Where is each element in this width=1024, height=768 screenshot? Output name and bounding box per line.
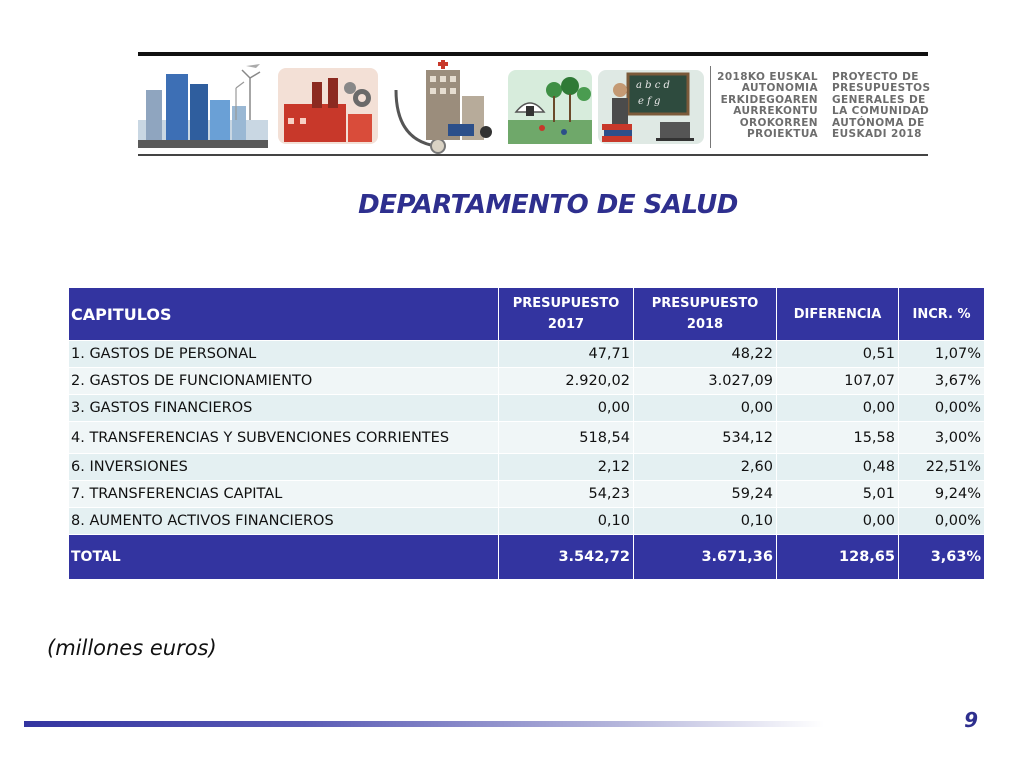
row-p2018: 3.027,09 bbox=[634, 368, 777, 395]
table-row bbox=[69, 395, 985, 422]
header-top-rule bbox=[138, 52, 928, 56]
header-bottom-rule bbox=[138, 154, 928, 156]
table-row bbox=[69, 454, 985, 481]
row-p2017: 54,23 bbox=[499, 481, 634, 508]
city-illustration bbox=[138, 64, 268, 148]
row-p2018: 0,10 bbox=[634, 508, 777, 535]
header-eu-line: PROIEKTUA bbox=[746, 128, 818, 141]
row-incr: 22,51% bbox=[899, 454, 985, 481]
row-diferencia: 0,00 bbox=[777, 395, 899, 422]
budget-table bbox=[68, 287, 985, 580]
row-diferencia: 15,58 bbox=[777, 422, 899, 454]
header-es-line: AUTÓNOMA DE bbox=[832, 116, 925, 129]
total-p2017: 3.542,72 bbox=[499, 535, 634, 580]
row-incr: 0,00% bbox=[899, 395, 985, 422]
row-p2018: 0,00 bbox=[634, 395, 777, 422]
total-diferencia: 128,65 bbox=[777, 535, 899, 580]
header-eu-line: AURREKONTU bbox=[733, 105, 818, 118]
row-name: 1. GASTOS DE PERSONAL bbox=[69, 341, 499, 368]
row-name: 4. TRANSFERENCIAS Y SUBVENCIONES CORRIENTES bbox=[69, 422, 499, 454]
total-incr: 3,63% bbox=[899, 535, 985, 580]
row-name: 3. GASTOS FINANCIEROS bbox=[69, 395, 499, 422]
col-header-presupuesto-2017 bbox=[499, 288, 634, 341]
row-name: 2. GASTOS DE FUNCIONAMIENTO bbox=[69, 368, 499, 395]
row-diferencia: 107,07 bbox=[777, 368, 899, 395]
row-incr: 3,00% bbox=[899, 422, 985, 454]
col-header-capitulos: CAPITULOS bbox=[69, 288, 499, 341]
row-p2017: 47,71 bbox=[499, 341, 634, 368]
row-diferencia: 0,00 bbox=[777, 508, 899, 535]
health-illustration bbox=[396, 60, 492, 153]
row-p2017: 0,10 bbox=[499, 508, 634, 535]
header-es-line: GENERALES DE bbox=[832, 93, 926, 106]
table-row bbox=[69, 341, 985, 368]
row-p2018: 534,12 bbox=[634, 422, 777, 454]
header-text-basque bbox=[717, 72, 818, 140]
header-text-spanish bbox=[832, 72, 930, 140]
chalkboard-text-1: a b c d bbox=[636, 80, 670, 91]
row-p2018: 59,24 bbox=[634, 481, 777, 508]
total-label: TOTAL bbox=[69, 535, 499, 580]
table-row bbox=[69, 481, 985, 508]
col-header-diferencia: DIFERENCIA bbox=[777, 288, 899, 341]
units-note: (millones euros) bbox=[47, 636, 217, 660]
header-eu-line: 2018KO EUSKAL bbox=[717, 71, 818, 83]
col-header-presupuesto-2018 bbox=[634, 288, 777, 341]
total-p2018: 3.671,36 bbox=[634, 535, 777, 580]
footer-gradient-line bbox=[24, 721, 824, 727]
row-p2017: 518,54 bbox=[499, 422, 634, 454]
row-p2018: 2,60 bbox=[634, 454, 777, 481]
header-es-line: PRESUPUESTOS bbox=[832, 82, 931, 95]
row-name: 6. INVERSIONES bbox=[69, 454, 499, 481]
header-illustrations bbox=[138, 60, 708, 156]
header-eu-line: OROKORREN bbox=[739, 116, 818, 129]
header-es-line: LA COMUNIDAD bbox=[832, 105, 930, 118]
header-eu-line: ERKIDEGOAREN bbox=[720, 93, 818, 106]
col-header-line: PRESUPUESTO bbox=[651, 296, 759, 311]
row-incr: 1,07% bbox=[899, 341, 985, 368]
col-header-incr: INCR. % bbox=[899, 288, 985, 341]
table-total-row bbox=[69, 535, 985, 580]
table-row bbox=[69, 422, 985, 454]
header-divider bbox=[710, 66, 711, 148]
page-title-text: DEPARTAMENTO DE SALUD bbox=[358, 190, 738, 220]
table-row bbox=[69, 508, 985, 535]
row-incr: 3,67% bbox=[899, 368, 985, 395]
row-incr: 0,00% bbox=[899, 508, 985, 535]
row-diferencia: 0,48 bbox=[777, 454, 899, 481]
row-p2018: 48,22 bbox=[634, 341, 777, 368]
table-header-row bbox=[69, 288, 985, 341]
education-illustration bbox=[598, 70, 704, 144]
header-es-line: PROYECTO DE bbox=[832, 71, 919, 83]
table-row bbox=[69, 368, 985, 395]
header-eu-line: AUTONOMIA bbox=[741, 82, 818, 95]
row-diferencia: 0,51 bbox=[777, 341, 899, 368]
row-name: 7. TRANSFERENCIAS CAPITAL bbox=[69, 481, 499, 508]
page-title bbox=[0, 190, 1024, 220]
row-p2017: 0,00 bbox=[499, 395, 634, 422]
chalkboard-text-2: e f g bbox=[638, 96, 661, 107]
park-illustration bbox=[508, 70, 592, 144]
row-incr: 9,24% bbox=[899, 481, 985, 508]
col-header-line: PRESUPUESTO bbox=[512, 296, 620, 311]
row-p2017: 2.920,02 bbox=[499, 368, 634, 395]
row-diferencia: 5,01 bbox=[777, 481, 899, 508]
row-p2017: 2,12 bbox=[499, 454, 634, 481]
header-es-line: EUSKADI 2018 bbox=[832, 128, 922, 141]
page-number: 9 bbox=[964, 708, 978, 732]
col-header-line: 2017 bbox=[547, 317, 585, 332]
row-name: 8. AUMENTO ACTIVOS FINANCIEROS bbox=[69, 508, 499, 535]
col-header-line: 2018 bbox=[686, 317, 724, 332]
industry-illustration bbox=[278, 68, 378, 144]
